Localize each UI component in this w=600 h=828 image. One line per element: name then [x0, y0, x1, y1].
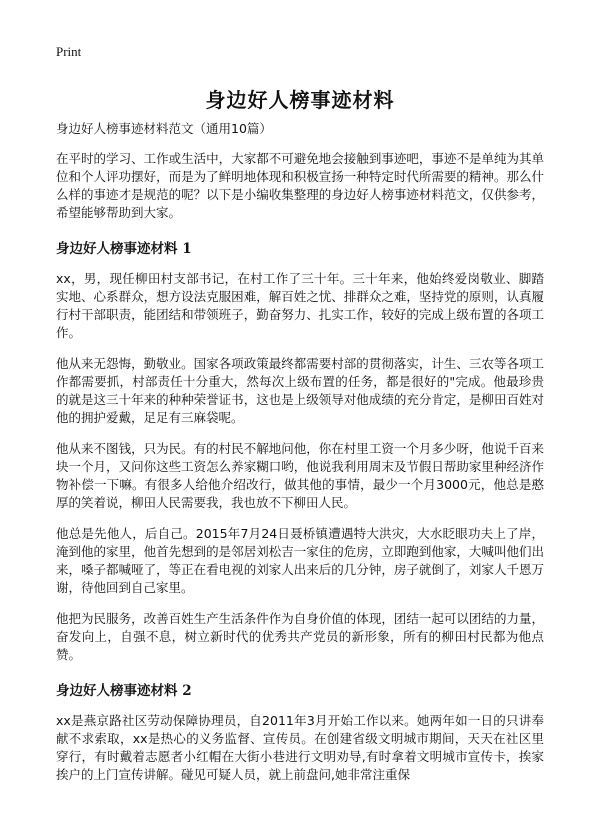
section-1-paragraph-5: 他把为民服务，改善百姓生产生活条件作为自身价值的体现，团结一起可以团结的力量，奋发向上，自强不息，树立新时代的优秀共产党员的新形象，所有的柳田村民都为他点赞。: [56, 611, 544, 662]
section-2-paragraph-1: xx是燕京路社区劳动保障协理员，自2011年3月开始工作以来。她两年如一日的只讲奉献不求索取，xx是热心的义务监督、宣传员。在创建省级文明城市期间，天天在社区里穿行，有时戴着志愿者小红帽在大街小巷进行文明劝导,有时拿着文明城市宣传卡，挨家挨户的上门宣传讲解。碰见可疑人员，就上前盘问,她非常注重保: [56, 713, 544, 782]
print-link[interactable]: Print: [56, 44, 82, 59]
section-1-paragraph-4: 他总是先他人，后自己。2015年7月24日聂桥镇遭遇特大洪灾，大水眨眼功夫上了岸，淹到他的家里，他首先想到的是邻居刘松吉一家住的危房，立即跑到他家，大喊叫他们出来，嗓子都喊哑了，等正在看电视的刘家人出来后的几分钟，房子就倒了，刘家人千恩万谢，待他回到自己家里。: [56, 526, 544, 595]
section-1-paragraph-1: xx，男，现任柳田村支部书记，在村工作了三十年。三十年来，他始终爱岗敬业、脚踏实地、心系群众，想方设法克服困难，解百姓之忧、排群众之难，坚持党的原则，认真履行村干部职责，能团结和带领班子，勤奋努力、扎实工作，较好的完成上级布置的各项工作。: [56, 271, 544, 340]
section-1-paragraph-2: 他从来无怨悔，勤敬业。国家各项政策最终都需要村部的贯彻落实，计生、三农等各项工作都需要抓，村部责任十分重大，然每次上级布置的任务，都是很好的"完成。他最珍贵的就是这三十年来的种种荣誉证书，这也是上级领导对他成绩的充分肯定，是柳田百姓对他的拥护爱戴，足足有三麻袋呢。: [56, 356, 544, 425]
section-heading-1: 身边好人榜事迹材料 1: [56, 241, 192, 257]
article-subtitle: 身边好人榜事迹材料范文（通用10篇）: [56, 121, 272, 136]
page-title: 身边好人榜事迹材料: [205, 88, 395, 112]
section-heading-2: 身边好人榜事迹材料 2: [56, 683, 192, 699]
section-1-paragraph-3: 他从来不图钱，只为民。有的村民不解地问他，你在村里工资一个月多少呀，他说千百来块一个月，又问你这些工资怎么养家糊口哟，他说我利用周末及节假日帮助家里种经济作物补偿一下嘛。有很多人给他介绍改行，做其他的事情，最少一个月3000元，他总是憨厚的笑着说，柳田人民需要我，我也放不下柳田人民。: [56, 441, 544, 510]
article-body: [56, 120, 544, 797]
intro-paragraph: 在平时的学习、工作或生活中，大家都不可避免地会接触到事迹吧，事迹不是单纯为其单位和个人评功摆好，而是为了鲜明地体现和积极宣扬一种特定时代所需要的精神。那么什么样的事迹才是规范的呢？以下是小编收集整理的身边好人榜事迹材料范文，仅供参考，希望能够帮助到大家。: [56, 151, 544, 220]
